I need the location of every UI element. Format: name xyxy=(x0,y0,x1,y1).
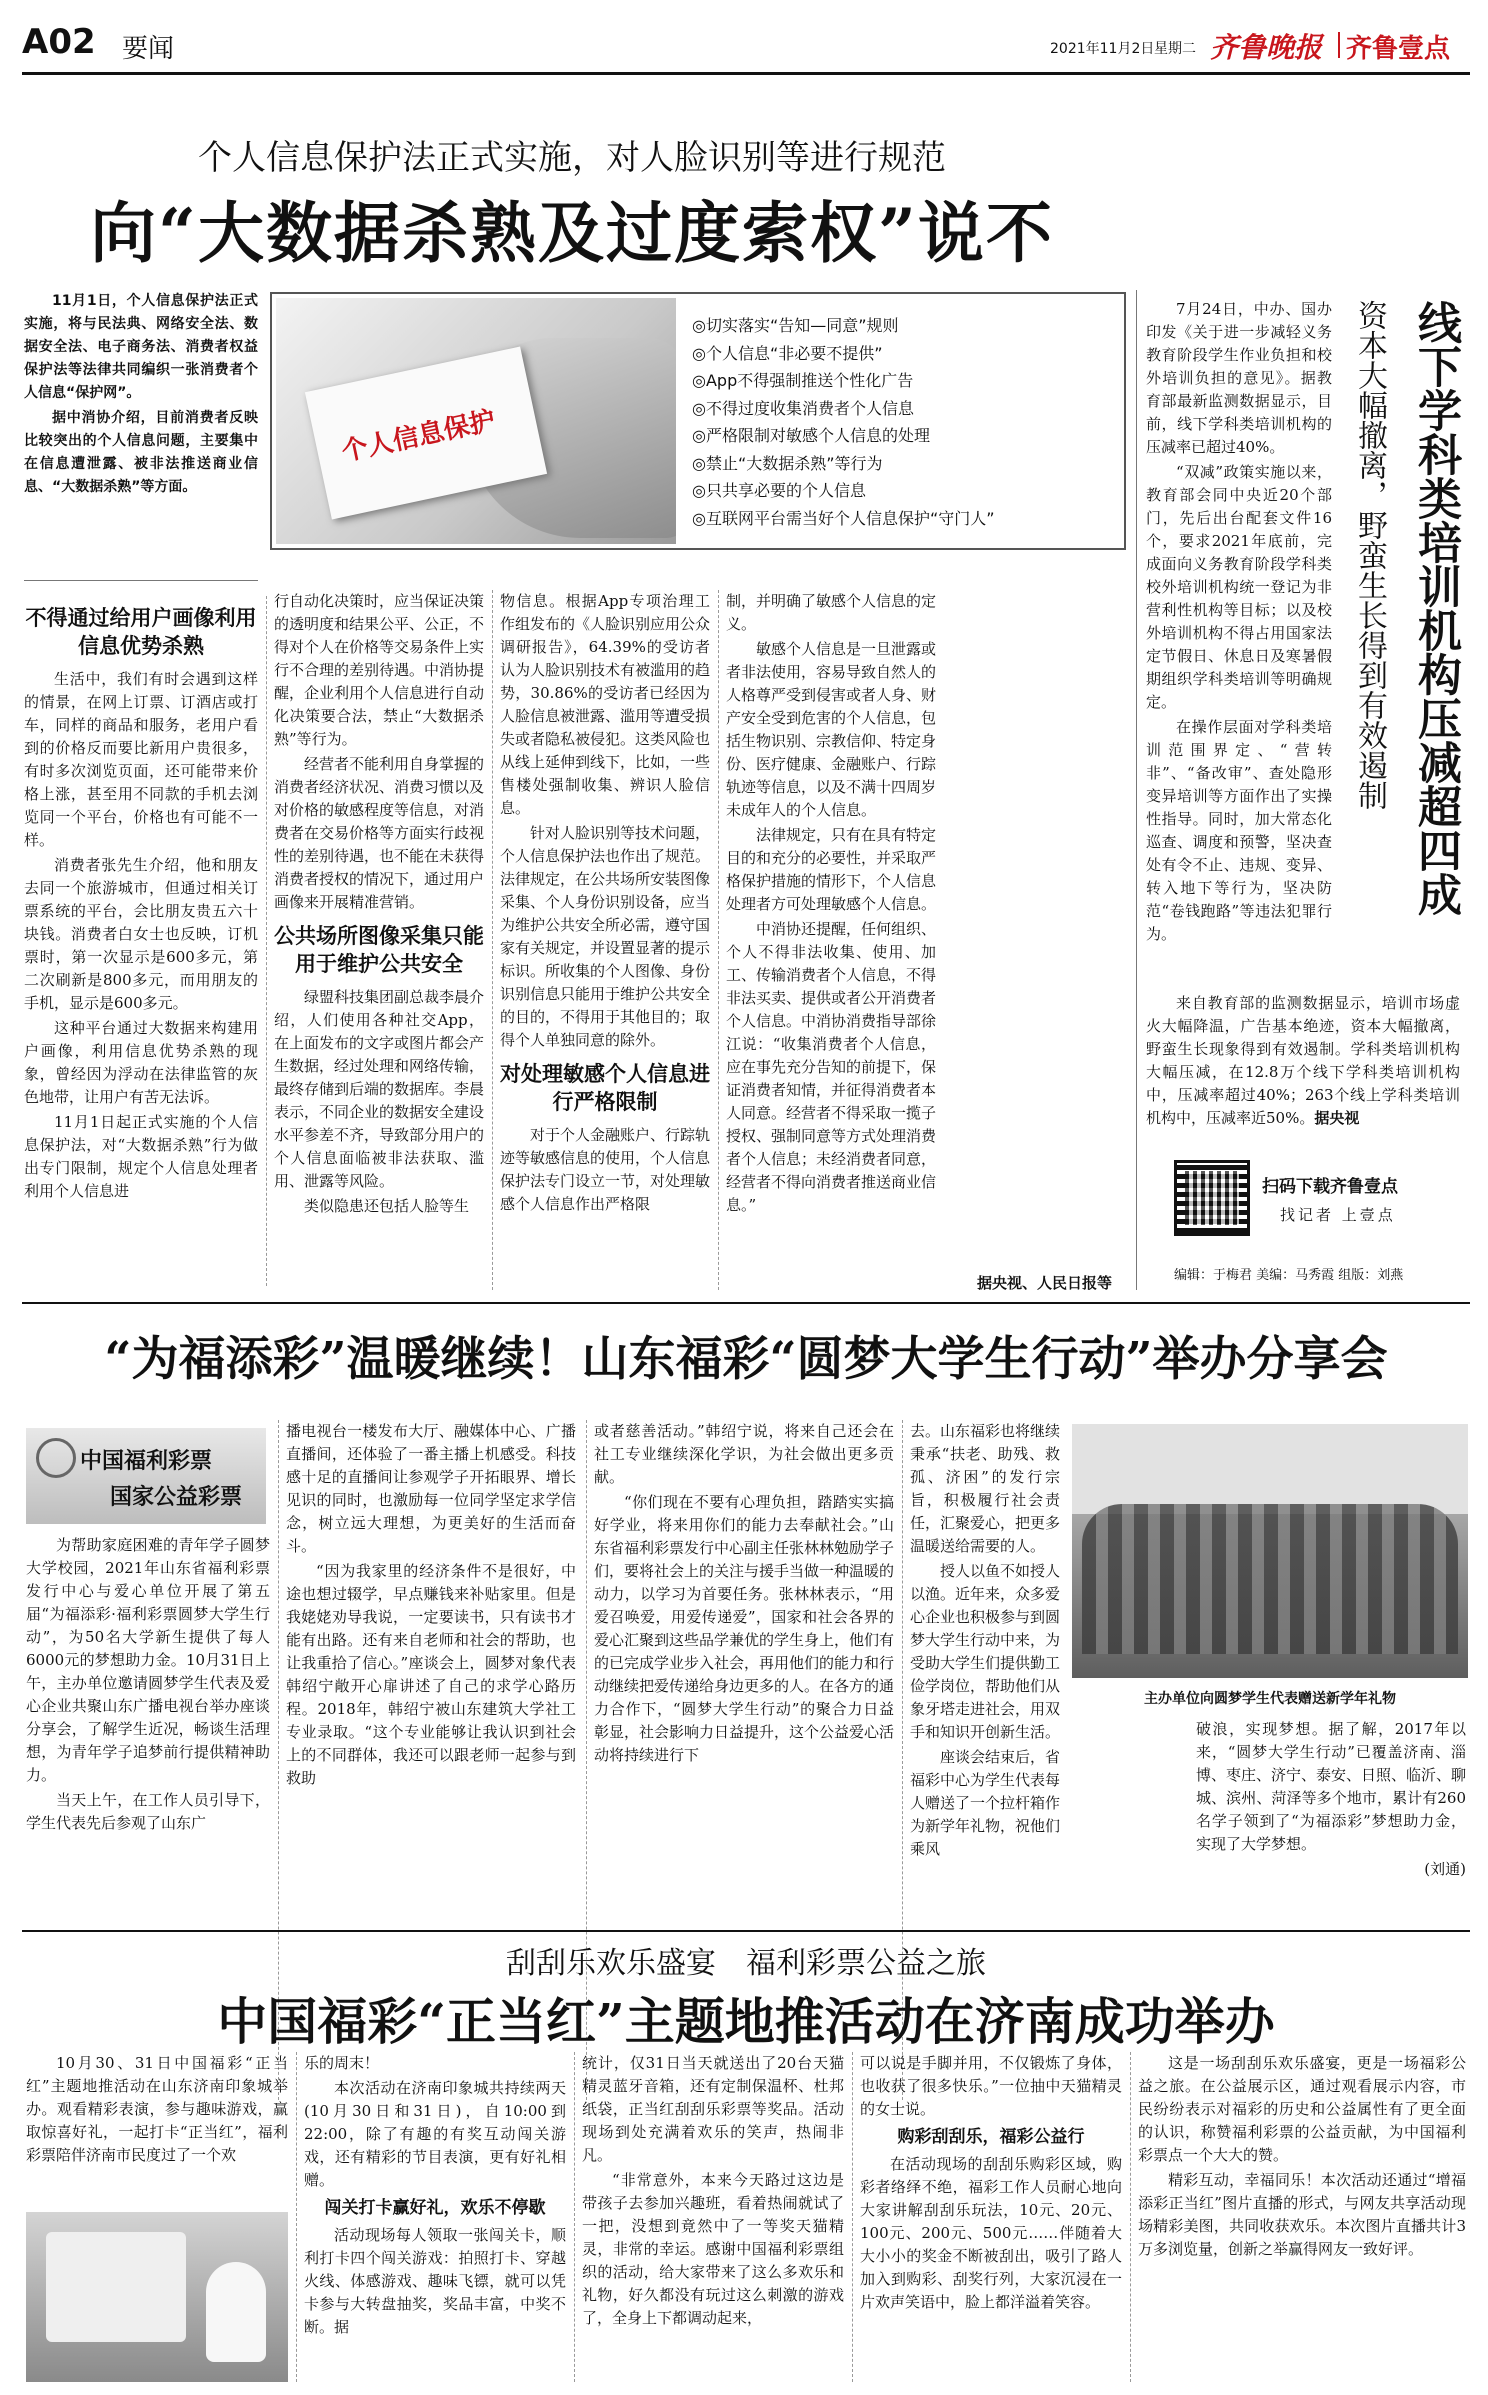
paragraph: 敏感个人信息是一旦泄露或者非法使用，容易导致自然人的人格尊严受到侵害或者人身、财产安全受到危害的个人信息，包括生物识别、宗教信仰、特定身份、医疗健康、金融账户、行踪轨迹等信息，以及不满十四周岁未成年人的个人信息。 xyxy=(726,640,937,819)
info-box xyxy=(270,292,1126,550)
paragraph: 授人以鱼不如授人以渔。近年来，众多爱心企业也积极参与到圆梦大学生行动中来，为受助大学生们提供勤工俭学岗位，帮助他们从象牙塔走进社会，用双手和知识开创新生活。 xyxy=(910,1562,1060,1741)
article1-column-2 xyxy=(274,590,484,1300)
paragraph: 去。山东福彩也将继续秉承“扶老、助残、救孤、济困”的发行宗旨，积极履行社会责任，汇聚爱心，把更多温暖送给需要的人。 xyxy=(910,1422,1060,1555)
paragraph: 统计，仅31日当天就送出了20台天猫精灵蓝牙音箱，还有定制保温杯、杜邦纸袋，正当红刮刮乐彩票等奖品。活动现场到处充满着欢乐的笑声，热闹非凡。 xyxy=(582,2054,844,2164)
subheading: 对处理敏感个人信息进行严格限制 xyxy=(500,1062,710,1114)
article3-kicker: 刮刮乐欢乐盛宴 福利彩票公益之旅 xyxy=(506,1946,986,1981)
sidebar-column-top xyxy=(1146,298,1332,988)
article1-column-3 xyxy=(500,590,710,1300)
sidebar-column-bottom xyxy=(1146,992,1460,1132)
paragraph: 为帮助家庭困难的青年学子圆梦大学校园，2021年山东省福利彩票发行中心与爱心单位开展了第五届“为福添彩·福利彩票圆梦大学生行动”，为50名大学新生提供了每人6000元的梦想助力金。10月31日上午，主办单位邀请圆梦学生代表及爱心企业共聚山东广播电视台举办座谈分享会，了解学生近况，畅谈生活理想，为青年学子追梦前行提供精神助力。 xyxy=(26,1536,270,1784)
bullet-item: ◎切实落实“告知—同意”规则 xyxy=(692,316,899,335)
divider-bar xyxy=(1338,32,1340,58)
bullet-item: ◎禁止“大数据杀熟”等行为 xyxy=(692,453,883,473)
article1-rule xyxy=(24,580,258,581)
logo-line-1: 中国福利彩票 xyxy=(80,1449,213,1474)
lead-paragraph: 11月1日，个人信息保护法正式实施，将与民法典、网络安全法、数据安全法、电子商务法、消费者权益保护法等法律共同编织一张消费者个人信息“保护网”。 xyxy=(24,293,258,401)
column-divider xyxy=(266,596,267,1286)
logo-line-2: 国家公益彩票 xyxy=(110,1485,243,1510)
article1-column-4 xyxy=(726,590,1126,1270)
bullet-item: ◎App不得强制推送个性化广告 xyxy=(692,371,914,390)
lead-paragraph: 据中消协介绍，目前消费者反映比较突出的个人信息问题，主要集中在信息遭泄露、被非法推送商业信息、“大数据杀熟”等方面。 xyxy=(24,410,258,495)
article2-headline: “为福添彩”温暖继续！山东福彩“圆梦大学生行动”举办分享会 xyxy=(104,1332,1388,1387)
column-divider xyxy=(574,2052,575,2382)
bullet-item: ◎个人信息“非必要不提供” xyxy=(692,343,883,363)
issue-weekday: 星期二 xyxy=(1154,41,1196,57)
paragraph: 11月1日起正式实施的个人信息保护法，对“大数据杀熟”行为做出专门限制，规定个人信息处理者利用个人信息进 xyxy=(24,1113,258,1200)
paragraph: 精彩互动，幸福同乐！本次活动还通过“增福添彩正当红”图片直播的形式，与网友共享活动现场精彩美图，共同收获欢乐。本次图片直播共计3万多浏览量，创新之举赢得网友一致好评。 xyxy=(1138,2171,1466,2258)
paragraph: 破浪，实现梦想。据了解，2017年以来，“圆梦大学生行动”已覆盖济南、淄博、枣庄、济宁、泰安、日照、临沂、聊城、滨州、菏泽等多个地市，累计有260名学子领到了“为福添彩”梦想助力金，实现了大学梦想。 xyxy=(1196,1720,1466,1853)
paragraph: 座谈会结束后，省福彩中心为学生代表每人赠送了一个拉杆箱作为新学年礼物，祝他们乘风 xyxy=(910,1748,1060,1858)
paragraph: 针对人脸识别等技术问题，个人信息保护法也作出了规范。法律规定，在公共场所安装图像采集、个人身份识别设备，应当为维护公共安全所必需，遵守国家有关规定，并设置显著的提示标识。所收集的个人图像、身份识别信息只能用于维护公共安全的目的，不得用于其他目的；取得个人单独同意的除外。 xyxy=(500,824,710,1049)
article3-column-4 xyxy=(860,2052,1122,2382)
column-divider xyxy=(1130,2052,1131,2382)
bullet-item: ◎互联网平台需当好个人信息保护“守门人” xyxy=(692,508,995,528)
paragraph: “非常意外，本来今天路过这边是带孩子去参加兴趣班，看着热闹就试了一把，没想到竟然中了一等奖天猫精灵，非常的幸运。感谢中国福利彩票组织的活动，给大家带来了这么多欢乐和礼物，好久都没有玩过这么刺激的游戏了，全身上下都调动起来， xyxy=(582,2171,844,2327)
paragraph: 物信息。根据App专项治理工作组发布的《人脸识别应用公众调研报告》，64.39%的受访者认为人脸识别技术有被滥用的趋势，30.86%的受访者已经因为人脸信息被泄露、滥用等遭受损失或者隐私被侵犯。这类风险也从线上延伸到线下，比如，一些售楼处强制收集、辨识人脸信息。 xyxy=(500,592,710,817)
qr-code[interactable] xyxy=(1174,1160,1250,1236)
paragraph: 在活动现场的刮刮乐购彩区域，购彩者络绎不绝，福彩工作人员耐心地向大家讲解刮刮乐玩法，10元、20元、100元、200元、500元……伴随着大大小小的奖金不断被刮出，吸引了路人加入到购彩、刮奖行列，大家沉浸在一片欢声笑语中，脸上都洋溢着笑容。 xyxy=(860,2155,1122,2311)
column-divider xyxy=(296,2052,297,2382)
event-photo xyxy=(1072,1424,1468,1678)
column-divider xyxy=(492,590,493,1290)
paragraph: 播电视台一楼发布大厅、融媒体中心、广播直播间，还体验了一番主播上机感受。科技感十足的直播间让参观学子开拓眼界、增长见识的同时，也激励每一位同学坚定求学信念，树立远大理想，为更美好的生活而奋斗。 xyxy=(286,1422,576,1555)
article3-headline: 中国福彩“正当红”主题地推活动在济南成功举办 xyxy=(217,1992,1275,2051)
mascot xyxy=(206,2262,266,2362)
issue-date: 2021年11月2日 xyxy=(1050,41,1155,57)
paper-logo: 齐鲁晚报 xyxy=(1210,31,1323,64)
paragraph: 可以说是手脚并用，不仅锻炼了身体，也收获了很多快乐。”一位抽中天猫精灵的女士说。 xyxy=(860,2054,1122,2118)
photo-caption: 主办单位向圆梦学生代表赠送新学年礼物 xyxy=(1144,1691,1396,1707)
paragraph: 经营者不能利用自身掌握的消费者经济状况、消费习惯以及对价格的敏感程度等信息，对消费者在交易价格等方面实行歧视性的差别待遇，也不能在未获得消费者授权的情况下，通过用户画像来开展精准营销。 xyxy=(274,755,484,911)
privacy-card-image xyxy=(276,298,676,544)
masthead-rule xyxy=(22,72,1470,75)
paragraph: 当天上午，在工作人员引导下，学生代表先后参观了山东广 xyxy=(26,1791,270,1832)
paragraph: 来自教育部的监测数据显示，培训市场虚火大幅降温，广告基本绝迹，资本大幅撤离，野蛮生长现象得到有效遏制。学科类培训机构大幅压减，在12.8万个线下学科类培训机构中，压减率超过40%；263个线上学科类培训机构中，压减率近50%。据央视 xyxy=(1146,994,1460,1127)
section-rule-2 xyxy=(22,1930,1470,1932)
event-booth-photo xyxy=(26,2212,288,2382)
paragraph: 制，并明确了敏感个人信息的定义。 xyxy=(726,592,937,633)
article1-source: 据央视、人民日报等 xyxy=(976,1274,1112,1292)
column-divider xyxy=(852,2052,853,2382)
paragraph: 在操作层面对学科类培训范围界定、“营转非”、“备改审”、查处隐形变异培训等方面作出了实操性指导。同时，加大常态化巡查、调度和预警，坚决查处有令不止、违规、变异、转入地下等行为，坚决防范“卷钱跑路”等违法犯罪行为。 xyxy=(1146,718,1332,943)
paragraph: 中消协还提醒，任何组织、个人不得非法收集、使用、加工、传输消费者个人信息，不得非法买卖、提供或者公开消费者个人信息。中消协消费指导部徐江说：“收集消费者个人信息，应在事先充分告知的前提下，保证消费者知情，并征得消费者本人同意。经营者不得采取一揽子授权、强制同意等方式处理消费者个人信息；未经消费者同意，经营者不得向消费者推送商业信息。” xyxy=(726,920,937,1214)
section-rule-1 xyxy=(22,1302,1470,1304)
paragraph: 生活中，我们有时会遇到这样的情景，在网上订票、订酒店或打车，同样的商品和服务，老用户看到的价格反而要比新用户贵很多，有时多次浏览页面，还可能带来价格上涨，甚至用不同款的手机去浏览同一个平台，价格也有可能不一样。 xyxy=(24,670,258,849)
paragraph: 本次活动在济南印象城共持续两天(10月30日和31日)，自10:00到22:00，除了有趣的有奖互动闯关游戏，还有精彩的节目表演，更有好礼相赠。 xyxy=(304,2079,566,2189)
bullet-item: ◎不得过度收集消费者个人信息 xyxy=(692,398,914,418)
sidebar-source: 据央视 xyxy=(1314,1109,1360,1127)
article3-column-2 xyxy=(304,2052,566,2382)
paragraph: 这是一场刮刮乐欢乐盛宴，更是一场福彩公益之旅。在公益展示区，通过观看展示内容，市民纷纷表示对福彩的历史和公益属性有了更全面的认识，称赞福利彩票的公益贡献，为中国福利彩票点一个大大的赞。 xyxy=(1138,2054,1466,2164)
welfare-lottery-logo xyxy=(26,1428,266,1524)
subheading: 闯关打卡赢好礼，欢乐不停歇 xyxy=(324,2198,546,2218)
article3-column-1 xyxy=(26,2052,288,2208)
article2-byline: (刘通) xyxy=(1424,1860,1466,1878)
photo-backdrop xyxy=(1072,1424,1468,1514)
article1-lead xyxy=(24,290,258,580)
section-name: 要闻 xyxy=(122,34,175,64)
paragraph: 绿盟科技集团副总裁李晨介绍，人们使用各种社交App，在上面发布的文字或图片都会产生数据，经过处理和网络传输，最终存储到后端的数据库。李晨表示，不同企业的数据安全建设水平参差不齐，导致部分用户的个人信息面临被非法获取、滥用、泄露等风险。 xyxy=(274,988,484,1190)
paragraph: 活动现场每人领取一张闯关卡，顺利打卡四个闯关游戏：拍照打卡、穿越火线、体感游戏、趣味飞镖，就可以凭卡参与大转盘抽奖，奖品丰富，中奖不断。据 xyxy=(304,2226,566,2336)
qr-sub: 找记者 上壹点 xyxy=(1280,1206,1396,1224)
masthead xyxy=(22,18,1470,70)
paragraph: “因为我家里的经济条件不是很好，中途也想过辍学，早点赚钱来补贴家里。但是我姥姥劝导我说，一定要读书，只有读书才能有出路。还有来自老师和社会的帮助，也让我重拾了信心。”座谈会上，圆梦对象代表韩绍宁敞开心扉讲述了自己的求学心路历程。2018年，韩绍宁被山东建筑大学社工专业录取。“这个专业能够让我认识到社会上的不同群体，我还可以跟老师一起参与到救助 xyxy=(286,1562,576,1787)
column-divider xyxy=(718,590,719,1290)
paragraph: “你们现在不要有心理负担，踏踏实实搞好学业，将来用你们的能力去奉献社会。”山东省福利彩票发行中心副主任张林林勉励学子们，要将社会上的关注与援手当做一种温暖的动力，以学习为首要任务。张林林表示，“用爱召唤爱，用爱传递爱”，国家和社会各界的爱心汇聚到这些品学兼优的学生身上，他们有的已完成学业步入社会，再用他们的能力和行动继续把爱传递给身边更多的人。在各方的通力合作下，“圆梦大学生行动”的聚合力日益彰显，社会影响力日益提升，这个公益爱心活动将持续进行下 xyxy=(594,1493,894,1764)
paragraph: 10月30、31日中国福彩“正当红”主题地推活动在山东济南印象城举办。观看精彩表演，参与趣味游戏，赢取惊喜好礼，一起打卡“正当红”，福利彩票陪伴济南市民度过了一个欢 xyxy=(26,2054,288,2164)
bullet-item: ◎只共享必要的个人信息 xyxy=(692,481,866,500)
sidebar-subhead: 资本大幅撤离，野蛮生长得到有效遏制 xyxy=(1352,300,1387,810)
booth-sign xyxy=(46,2232,186,2342)
article1-headline: 向“大数据杀熟及过度索权”说不 xyxy=(90,194,1054,272)
privacy-card-label: 个人信息保护 xyxy=(339,405,499,468)
qr-inner xyxy=(1185,1171,1239,1225)
paragraph: 或者慈善活动。”韩绍宁说，将来自己还会在社工专业继续深化学识，为社会做出更多贡献。 xyxy=(594,1422,894,1486)
sidebar-headline: 线下学科类培训机构压减超四成 xyxy=(1410,300,1461,916)
app-logo: 齐鲁壹点 xyxy=(1346,34,1451,64)
editor-credits: 编辑：于梅君 美编：马秀霞 组版：刘燕 xyxy=(1174,1268,1404,1283)
paragraph: 行自动化决策时，应当保证决策的透明度和结果公平、公正，不得对个人在价格等交易条件上实行不合理的差别待遇。中消协提醒，企业利用个人信息进行自动化决策要合法，禁止“大数据杀熟”等行为。 xyxy=(274,592,484,748)
page-number: A02 xyxy=(22,22,96,62)
qr-label: 扫码下载齐鲁壹点 xyxy=(1262,1177,1398,1197)
article1-column-1 xyxy=(24,596,258,1296)
paragraph: 7月24日，中办、国办印发《关于进一步减轻义务教育阶段学生作业负担和校外培训负担的意见》。据教育部最新监测数据显示，目前，线下学科类培训机构的压减率已超过40%。 xyxy=(1146,300,1332,456)
bullet-item: ◎严格限制对敏感个人信息的处理 xyxy=(692,426,930,445)
article1-kicker: 个人信息保护法正式实施，对人脸识别等进行规范 xyxy=(198,138,946,178)
paragraph: “双减”政策实施以来，教育部会同中央近20个部门，先后出台配套文件16个，要求2021年底前，完成面向义务教育阶段学科类校外培训机构统一登记为非营利性机构等目标；以及校外培训机构不得占用国家法定节假日、休息日及寒暑假期组织学科类培训等明确规定。 xyxy=(1146,463,1332,711)
photo-people xyxy=(1082,1504,1458,1654)
article2-column-5 xyxy=(1196,1718,1466,1928)
paragraph: 对于个人金融账户、行踪轨迹等敏感信息的使用，个人信息保护法专门设立一节，对处理敏感个人信息作出严格限 xyxy=(500,1126,710,1213)
paragraph: 这种平台通过大数据来构建用户画像，利用信息优势杀熟的现象，曾经因为浮动在法律监管的灰色地带，让用户有苦无法诉。 xyxy=(24,1019,258,1106)
paragraph: 法律规定，只有在具有特定目的和充分的必要性，并采取严格保护措施的情形下，个人信息处理者方可处理敏感个人信息。 xyxy=(726,826,937,913)
paragraph: 乐的周末！ xyxy=(304,2054,380,2072)
subheading: 公共场所图像采集只能用于维护公共安全 xyxy=(274,924,484,976)
subheading: 购彩刮刮乐，福彩公益行 xyxy=(897,2127,1085,2147)
subheading: 不得通过给用户画像利用信息优势杀熟 xyxy=(25,606,257,658)
sidebar-divider xyxy=(1136,290,1137,1290)
article3-column-3 xyxy=(582,2052,844,2382)
paragraph: 消费者张先生介绍，他和朋友去同一个旅游城市，但通过相关订票系统的平台，会比朋友贵五六十块钱。消费者白女士也反映，订机票时，第一次显示是600多元，第二次刷新是800多元，而用朋友的手机，显示是600多元。 xyxy=(24,856,258,1012)
article3-column-5 xyxy=(1138,2052,1466,2382)
bullet-list xyxy=(692,312,1112,532)
paragraph: 类似隐患还包括人脸等生 xyxy=(304,1197,470,1215)
logo-emblem xyxy=(36,1438,76,1478)
